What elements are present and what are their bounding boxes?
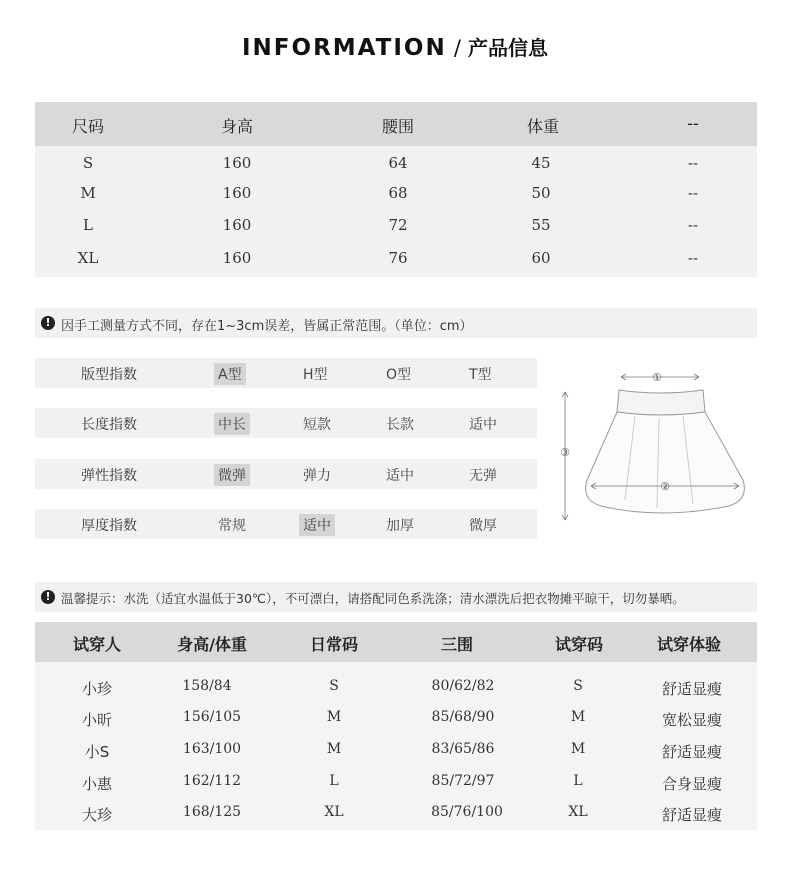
index-label: 长度指数 (81, 417, 137, 433)
cell-size: M (80, 184, 96, 202)
index-option: 适中 (386, 468, 414, 484)
cell-daily-size: M (326, 741, 342, 757)
page-title (0, 32, 790, 61)
exclamation-circle-icon: ! (41, 316, 55, 330)
cell-waist: 68 (388, 184, 408, 202)
index-option: H型 (303, 367, 328, 383)
header-size: 尺码 (71, 117, 105, 136)
index-row-elasticity (35, 459, 537, 489)
header-daily-size: 日常码 (309, 635, 359, 654)
measure-note-text: 因手工测量方式不同，存在1~3cm误差，皆属正常范围。（单位：cm） (61, 319, 473, 334)
marker-hem: ② (660, 480, 670, 493)
size-table (35, 102, 757, 277)
cell-extra: -- (687, 249, 699, 267)
exclamation-circle-icon: ! (41, 590, 55, 604)
cell-waist: 76 (388, 249, 408, 267)
skirt-body (586, 412, 745, 513)
index-option: 弹力 (303, 468, 331, 484)
cell-measurements: 83/65/86 (431, 741, 495, 757)
index-option-selected: 适中 (299, 514, 335, 536)
index-label: 弹性指数 (81, 468, 137, 484)
index-option: 长款 (386, 417, 414, 433)
index-option: O型 (386, 367, 412, 383)
cell-height-weight: 162/112 (182, 773, 242, 789)
measure-note (35, 308, 757, 338)
cell-measurements: 85/76/100 (431, 804, 503, 820)
index-option: T型 (469, 367, 492, 383)
header-tester: 试穿人 (72, 635, 122, 654)
index-option-selected: A型 (214, 363, 246, 385)
cell-measurements: 80/62/82 (431, 678, 495, 694)
table-row (35, 702, 757, 734)
cell-tester: 小珍 (81, 680, 113, 698)
index-row-thickness (35, 509, 537, 539)
title-separator: / (453, 36, 461, 60)
table-row (35, 178, 757, 208)
cell-tryon-size: XL (568, 804, 588, 820)
cell-daily-size: L (329, 773, 339, 789)
header-tryon-size: 试穿码 (554, 635, 604, 654)
cell-weight: 45 (531, 154, 551, 172)
cell-weight: 50 (531, 184, 551, 202)
index-row-fit (35, 358, 537, 388)
cell-height-weight: 156/105 (182, 709, 242, 725)
header-extra: -- (687, 114, 699, 133)
cell-tester: 大珍 (81, 806, 113, 824)
index-option-selected: 微弹 (214, 464, 250, 486)
table-row (35, 243, 757, 273)
index-option: 微厚 (469, 518, 497, 534)
header-experience: 试穿体验 (656, 635, 722, 654)
cell-height-weight: 163/100 (182, 741, 242, 757)
title-chinese: 产品信息 (468, 36, 548, 60)
cell-size: XL (77, 249, 99, 267)
cell-height-weight: 158/84 (182, 678, 232, 694)
skirt-measurement-diagram (553, 360, 767, 530)
marker-waist: ① (652, 371, 662, 384)
wash-note-text: 温馨提示：水洗（适宜水温低于30℃），不可漂白，请搭配同色系洗涤；清水漂洗后把衣物摊平晾干，切勿暴晒。 (61, 591, 685, 606)
cell-daily-size: M (326, 709, 342, 725)
waistband (617, 390, 705, 415)
cell-experience: 舒适显瘦 (661, 680, 723, 698)
cell-height: 160 (222, 249, 252, 267)
header-weight: 体重 (526, 117, 560, 136)
header-measurements: 三围 (440, 635, 474, 654)
index-label: 厚度指数 (81, 518, 137, 534)
cell-weight: 55 (531, 216, 551, 234)
index-option-selected: 中长 (214, 413, 250, 435)
cell-experience: 合身显瘦 (661, 775, 723, 793)
cell-tester: 小惠 (81, 775, 113, 793)
cell-experience: 宽松显瘦 (661, 711, 723, 729)
cell-weight: 60 (531, 249, 551, 267)
header-height-weight: 身高/体重 (177, 635, 247, 654)
index-label: 版型指数 (81, 367, 137, 383)
cell-tester: 小S (84, 743, 110, 761)
index-option: 短款 (303, 417, 331, 433)
index-option: 加厚 (386, 518, 414, 534)
index-option: 无弹 (469, 468, 497, 484)
cell-experience: 舒适显瘦 (661, 806, 723, 824)
index-option: 常规 (218, 518, 246, 534)
marker-length: ③ (560, 446, 570, 459)
cell-experience: 舒适显瘦 (661, 743, 723, 761)
cell-extra: -- (687, 184, 699, 202)
cell-size: S (82, 154, 94, 172)
cell-tester: 小昕 (81, 711, 113, 729)
table-row (35, 797, 757, 829)
tryon-table (35, 622, 757, 830)
cell-height-weight: 168/125 (182, 804, 242, 820)
table-row (35, 148, 757, 178)
cell-extra: -- (687, 154, 699, 172)
header-height: 身高 (220, 117, 254, 136)
table-row (35, 210, 757, 240)
cell-height: 160 (222, 184, 252, 202)
cell-tryon-size: M (570, 741, 586, 757)
table-row (35, 734, 757, 766)
cell-measurements: 85/72/97 (431, 773, 495, 789)
cell-extra: -- (687, 216, 699, 234)
cell-height: 160 (222, 216, 252, 234)
cell-measurements: 85/68/90 (431, 709, 495, 725)
skirt-illustration (586, 390, 745, 513)
title-english: INFORMATION (242, 35, 447, 61)
cell-daily-size: XL (324, 804, 344, 820)
cell-tryon-size: S (573, 678, 583, 694)
index-row-length (35, 408, 537, 438)
cell-daily-size: S (329, 678, 339, 694)
cell-size: L (83, 216, 93, 234)
cell-waist: 72 (388, 216, 408, 234)
header-waist: 腰围 (381, 117, 415, 136)
cell-tryon-size: L (573, 773, 583, 789)
table-row (35, 671, 757, 703)
size-table-header (35, 102, 757, 146)
wash-note (35, 582, 757, 612)
cell-waist: 64 (388, 154, 408, 172)
table-row (35, 766, 757, 798)
index-option: 适中 (469, 417, 497, 433)
cell-height: 160 (222, 154, 252, 172)
cell-tryon-size: M (570, 709, 586, 725)
tryon-table-header (35, 622, 757, 662)
